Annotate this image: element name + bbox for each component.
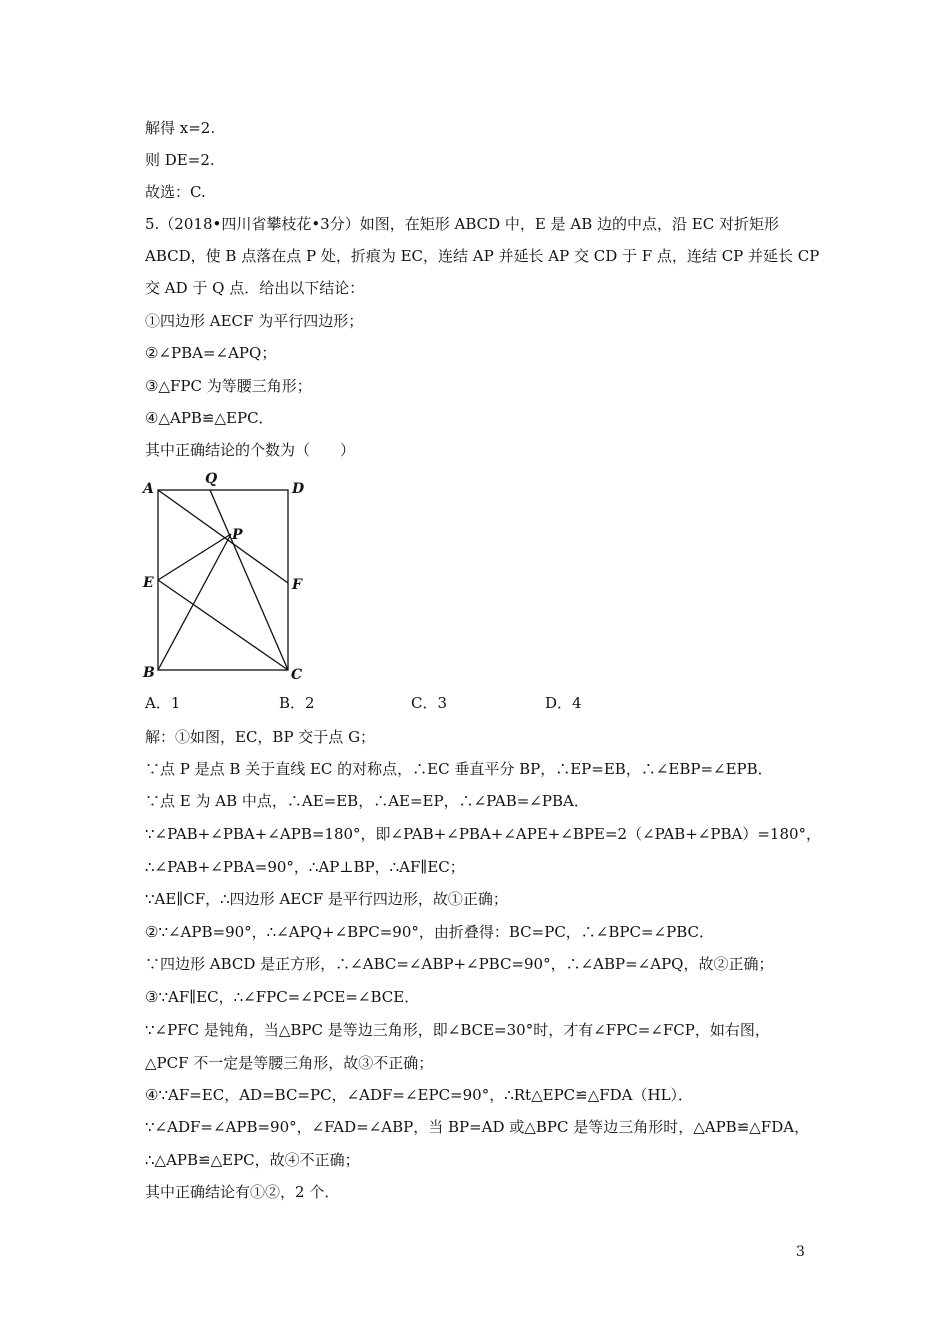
question-stem-line-2: ABCD，使 B 点落在点 P 处，折痕为 EC，连结 AP 并延长 AP 交 CD 于 F 点，连结 CP 并延长 CP xyxy=(145,247,820,265)
label-c: C xyxy=(291,667,303,683)
segment-af xyxy=(158,490,288,583)
rectangle-abcd xyxy=(158,490,288,670)
solution-line-9: ③∵AF∥EC，∴∠FPC=∠PCE=∠BCE． xyxy=(145,988,420,1006)
label-a: A xyxy=(143,481,154,497)
option-b: B．2 xyxy=(279,694,315,712)
solution-line-7: ②∵∠APB=90°，∴∠APQ+∠BPC=90°，由折叠得：BC=PC，∴∠BPC=∠PBC． xyxy=(145,923,714,941)
geometry-figure xyxy=(138,468,313,683)
label-e: E xyxy=(143,575,154,591)
solution-line-12: ④∵AF=EC，AD=BC=PC，∠ADF=∠EPC=90°，∴Rt△EPC≌△FDA（HL）． xyxy=(145,1086,694,1104)
label-b: B xyxy=(143,665,155,681)
solution-line-3: ∵点 E 为 AB 中点，∴AE=EB，∴AE=EP，∴∠PAB=∠PBA． xyxy=(145,792,589,810)
solution-line-1: 解：①如图，EC，BP 交于点 G； xyxy=(145,728,376,746)
solution-line-15: 其中正确结论有①②，2 个． xyxy=(145,1183,340,1201)
label-d: D xyxy=(292,481,305,497)
previous-answer-line-3: 故选：C. xyxy=(145,183,206,201)
solution-line-5: ∴∠PAB+∠PBA=90°，∴AP⊥BP，∴AF∥EC； xyxy=(145,858,465,876)
conclusion-4: ④△APB≌△EPC． xyxy=(145,409,274,427)
page-number: 3 xyxy=(796,1244,805,1260)
solution-line-8: ∵四边形 ABCD 是正方形，∴∠ABC=∠ABP+∠PBC=90°，∴∠ABP=∠APQ，故②正确； xyxy=(145,955,774,973)
segment-ep xyxy=(158,534,231,580)
previous-answer-line-2: 则 DE=2. xyxy=(145,151,215,169)
solution-line-10: ∵∠PFC 是钝角，当△BPC 是等边三角形，即∠BCE=30°时，才有∠FPC=∠FCP，如右图， xyxy=(145,1021,770,1039)
conclusion-1: ①四边形 AECF 为平行四边形； xyxy=(145,312,364,330)
conclusion-2: ②∠PBA=∠APQ； xyxy=(145,344,277,362)
question-stem-line-3: 交 AD 于 Q 点．给出以下结论： xyxy=(145,279,365,297)
solution-line-6: ∵AE∥CF，∴四边形 AECF 是平行四边形，故①正确； xyxy=(145,890,508,908)
solution-line-11: △PCF 不一定是等腰三角形，故③不正确； xyxy=(145,1054,434,1072)
segment-bp xyxy=(158,534,231,670)
previous-answer-line-1: 解得 x=2. xyxy=(145,119,216,137)
option-c: C．3 xyxy=(411,694,448,712)
label-q: Q xyxy=(205,471,218,487)
solution-line-13: ∵∠ADF=∠APB=90°，∠FAD=∠ABP，当 BP=AD 或△BPC 是等边三角形时，△APB≌△FDA， xyxy=(145,1118,810,1136)
conclusion-3: ③△FPC 为等腰三角形； xyxy=(145,377,312,395)
label-p: P xyxy=(232,527,243,543)
question-stem-line-1: 5.（2018•四川省攀枝花•3分）如图，在矩形 ABCD 中，E 是 AB 边的中点，沿 EC 对折矩形 xyxy=(145,215,779,233)
solution-line-4: ∵∠PAB+∠PBA+∠APB=180°，即∠PAB+∠PBA+∠APE+∠BPE=2（∠PAB+∠PBA）=180°， xyxy=(145,825,822,843)
label-f: F xyxy=(292,577,302,593)
question-ask: 其中正确结论的个数为（ ） xyxy=(145,441,356,459)
option-d: D．4 xyxy=(545,694,582,712)
solution-line-14: ∴△APB≌△EPC，故④不正确； xyxy=(145,1151,360,1169)
option-a: A．1 xyxy=(145,694,181,712)
solution-line-2: ∵点 P 是点 B 关于直线 EC 的对称点，∴EC 垂直平分 BP，∴EP=EB，∴∠EBP=∠EPB． xyxy=(145,760,773,778)
